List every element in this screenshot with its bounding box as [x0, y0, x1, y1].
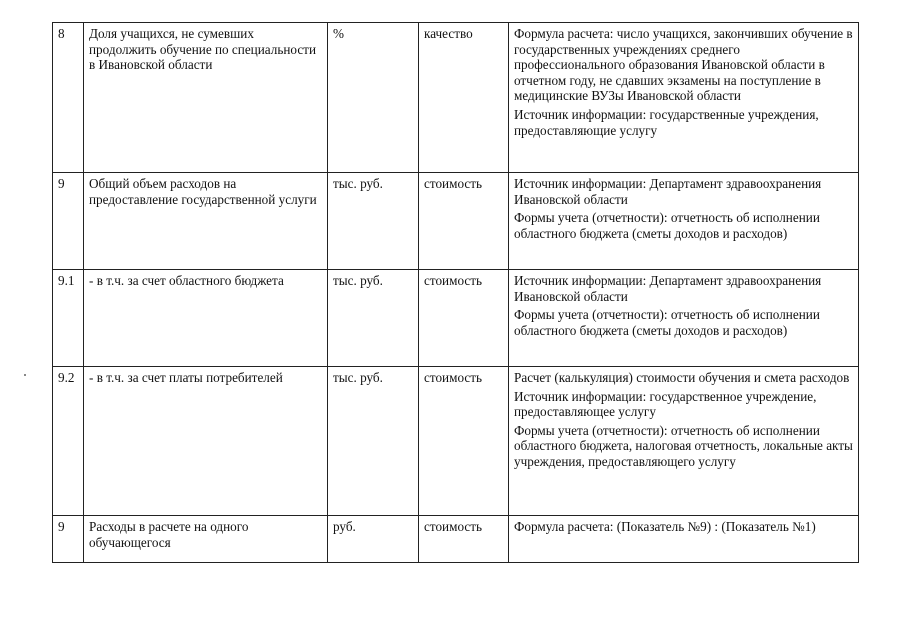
unit-of-measure: тыс. руб. — [328, 367, 419, 516]
indicator-description — [509, 23, 859, 173]
indicator-type: стоимость — [419, 270, 509, 367]
indicator-name: Расходы в расчете на одного обучающегося — [84, 516, 328, 563]
row-number: 8 — [53, 23, 84, 173]
table-row — [53, 367, 859, 516]
description-paragraph: Источник информации: Департамент здравоохранения Ивановской области — [514, 176, 822, 207]
indicator-name: - в т.ч. за счет платы потребителей — [84, 367, 328, 516]
indicator-type: стоимость — [419, 516, 509, 563]
indicator-type: стоимость — [419, 173, 509, 270]
unit-of-measure: руб. — [328, 516, 419, 563]
description-paragraph: Формула расчета: число учащихся, закончивших обучение в государственных учреждениях среднего профессионального образования Ивановской области в отчетном году, не сдавших экзамены на поступление в медицинские ВУЗы Ивановской области — [514, 26, 853, 104]
table-row — [53, 173, 859, 270]
row-number: 9 — [53, 173, 84, 270]
row-number: 9 — [53, 516, 84, 563]
table-row — [53, 516, 859, 563]
indicator-type: качество — [419, 23, 509, 173]
description-paragraph: Источник информации: государственное учреждение, предоставляющее услугу — [514, 388, 817, 420]
table-row — [53, 270, 859, 367]
indicators-table — [52, 22, 859, 563]
indicator-description — [509, 516, 859, 563]
indicator-description — [509, 173, 859, 270]
indicator-type: стоимость — [419, 367, 509, 516]
indicator-description — [509, 367, 859, 516]
description-paragraph: Формы учета (отчетности): отчетность об исполнении областного бюджета (сметы доходов и расходов) — [514, 307, 820, 338]
scan-speck — [24, 374, 26, 376]
description-paragraph: Формы учета (отчетности): отчетность об исполнении областного бюджета (сметы доходов и расходов) — [514, 210, 820, 241]
description-paragraph: Формула расчета: (Показатель №9) : (Показатель №1) — [514, 519, 816, 534]
indicator-description — [509, 270, 859, 367]
unit-of-measure: % — [328, 23, 419, 173]
description-paragraph: Расчет (калькуляция) стоимости обучения и смета расходов — [514, 370, 850, 385]
indicator-name: Доля учащихся, не сумевших продолжить обучение по специальности в Ивановской области — [84, 23, 328, 173]
unit-of-measure: тыс. руб. — [328, 270, 419, 367]
indicator-name: Общий объем расходов на предоставление государственной услуги — [84, 173, 328, 270]
unit-of-measure: тыс. руб. — [328, 173, 419, 270]
row-number: 9.1 — [53, 270, 84, 367]
table-row — [53, 23, 859, 173]
indicator-name: - в т.ч. за счет областного бюджета — [84, 270, 328, 367]
row-number: 9.2 — [53, 367, 84, 516]
description-paragraph: Источник информации: государственные учреждения, предоставляющие услугу — [514, 106, 819, 138]
description-paragraph: Источник информации: Департамент здравоохранения Ивановской области — [514, 273, 822, 304]
description-paragraph: Формы учета (отчетности): отчетность об исполнении областного бюджета, налоговая отчетность, локальные акты учреждения, предоставляющего услугу — [514, 422, 853, 469]
